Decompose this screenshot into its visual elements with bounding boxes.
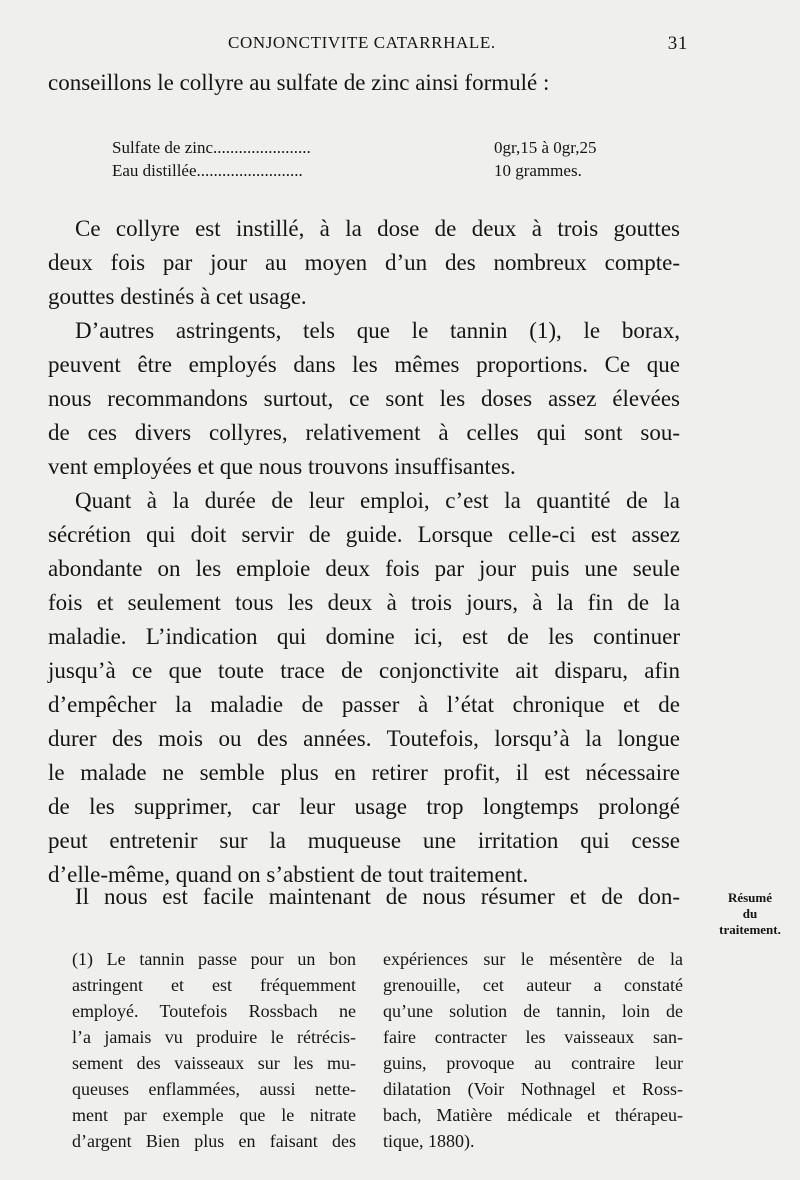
- text-line: vent employées et que nous trouvons insuffisantes.: [48, 454, 516, 479]
- footnote-line: ment par exemple que le nitrate: [72, 1105, 356, 1125]
- page-number: 31: [667, 33, 688, 54]
- footnote-right-column: [383, 946, 683, 1154]
- footnote-line: dilatation (Voir Nothnagel et Ross-: [383, 1079, 683, 1099]
- text-line: Ce collyre est instillé, à la dose de deux à trois gouttes: [75, 216, 680, 241]
- margin-note-line: du: [742, 906, 758, 921]
- footnote-line: tique, 1880).: [383, 1131, 475, 1151]
- footnote-line: sement des vaisseaux sur les mu-: [72, 1053, 356, 1073]
- footnote-line: (1) Le tannin passe pour un bon: [72, 949, 356, 969]
- footnote-left-column: [72, 946, 356, 1154]
- text-line: nous recommandons surtout, ce sont les doses assez élevées: [48, 386, 680, 411]
- text-line: gouttes destinés à cet usage.: [48, 284, 307, 309]
- margin-note-line: traitement.: [719, 922, 781, 937]
- formula-quantity: 10 grammes.: [494, 161, 582, 180]
- formula-quantity: 0gr,15 à 0gr,25: [494, 138, 597, 157]
- text-line: maladie. L’indication qui domine ici, est de les continuer: [48, 624, 680, 649]
- footnote-line: qu’une solution de tannin, loin de: [383, 1001, 683, 1021]
- text-line: Il nous est facile maintenant de nous résumer et de don-: [75, 884, 680, 909]
- text-line: peut entretenir sur la muqueuse une irritation qui cesse: [48, 828, 680, 853]
- formula-row: [112, 136, 612, 159]
- chapter-title: CONJONCTIVITE CATARRHALE.: [228, 33, 496, 52]
- footnote-line: grenouille, cet auteur a constaté: [383, 975, 683, 995]
- text-line: Quant à la durée de leur emploi, c’est la quantité de la: [75, 488, 680, 513]
- text-line: conseillons le collyre au sulfate de zinc ainsi formulé :: [48, 70, 550, 95]
- formula-ingredient: Sulfate de zinc.......................: [112, 138, 311, 157]
- footnote-line: l’a jamais vu produire le rétrécis-: [72, 1027, 356, 1047]
- text-line: D’autres astringents, tels que le tannin (1), le borax,: [75, 318, 680, 343]
- footnote-line: employé. Toutefois Rossbach ne: [72, 1001, 356, 1021]
- footnote-line: expériences sur le mésentère de la: [383, 949, 683, 969]
- text-line: peuvent être employés dans les mêmes proportions. Ce que: [48, 352, 680, 377]
- text-line: deux fois par jour au moyen d’un des nombreux compte-: [48, 250, 680, 275]
- footnote-line: queuses enflammées, aussi nette-: [72, 1079, 356, 1099]
- footnote-line: astringent et est fréquemment: [72, 975, 356, 995]
- text-line: d’empêcher la maladie de passer à l’état chronique et de: [48, 692, 680, 717]
- text-line: de ces divers collyres, relativement à celles qui sont sou-: [48, 420, 680, 445]
- text-line: le malade ne semble plus en retirer profit, il est nécessaire: [48, 760, 680, 785]
- text-line: jusqu’à ce que toute trace de conjonctivite ait disparu, afin: [48, 658, 680, 683]
- footnote-line: guins, provoque au contraire leur: [383, 1053, 683, 1073]
- text-line: durer des mois ou des années. Toutefois, lorsqu’à la longue: [48, 726, 680, 751]
- formula-ingredient: Eau distillée.........................: [112, 161, 303, 180]
- text-line: sécrétion qui doit servir de guide. Lorsque celle-ci est assez: [48, 522, 680, 547]
- text-line: abondante on les emploie deux fois par jour puis une seule: [48, 556, 680, 581]
- margin-note-line: Résumé: [727, 890, 773, 905]
- text-line: d’elle-même, quand on s’abstient de tout traitement.: [48, 862, 529, 887]
- footnote-line: faire contracter les vaisseaux san-: [383, 1027, 683, 1047]
- text-line: fois et seulement tous les deux à trois jours, à la fin de la: [48, 590, 680, 615]
- text-line: de les supprimer, car leur usage trop longtemps prolongé: [48, 794, 680, 819]
- formula-row: [112, 159, 612, 182]
- footnote-line: d’argent Bien plus en faisant des: [72, 1131, 356, 1151]
- margin-note: [700, 890, 800, 938]
- footnote-line: bach, Matière médicale et thérapeu-: [383, 1105, 683, 1125]
